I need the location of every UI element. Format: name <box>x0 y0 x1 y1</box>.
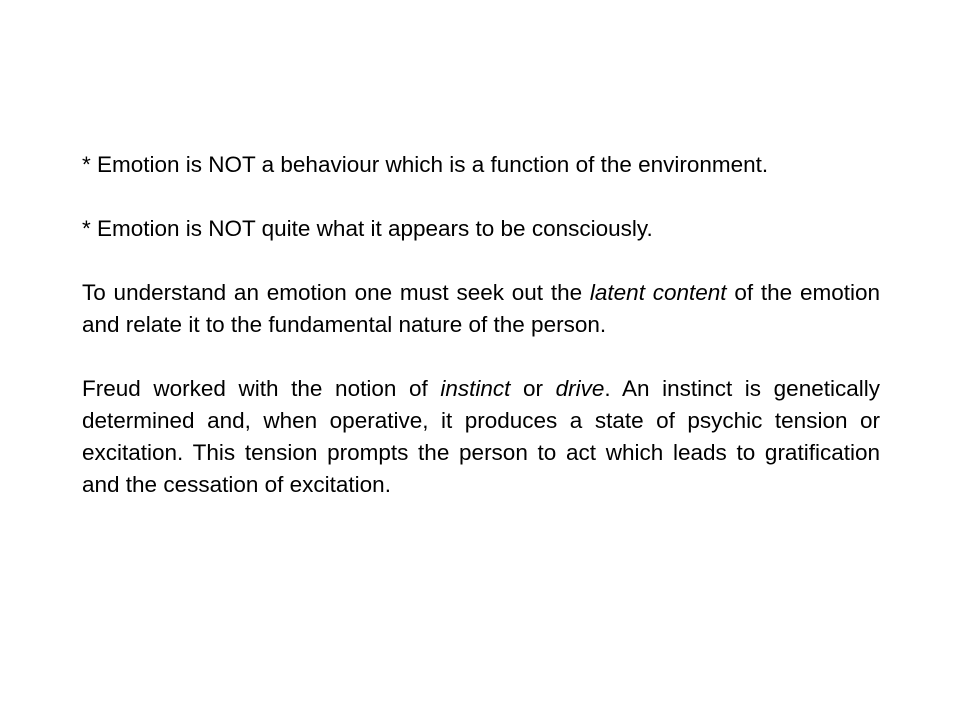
paragraph-emotion-not-conscious <box>82 213 880 245</box>
paragraph-freud-instinct <box>82 373 880 501</box>
emphasis-latent-content: latent content <box>589 280 727 305</box>
paragraph-latent-content <box>82 277 880 341</box>
paragraph-text: or <box>510 376 556 401</box>
emphasis-instinct: instinct <box>440 376 511 401</box>
paragraph-text: * Emotion is NOT a behaviour which is a function of the environment. <box>82 152 769 177</box>
paragraph-text: Freud worked with the notion of <box>82 376 441 401</box>
emphasis-drive: drive <box>555 376 605 401</box>
paragraph-text: . An instinct is genetically determined and, when operative, it produces a state of psychic tension or excitation. This tension prompts the person to act which leads to gratification and the cessation of excitation. <box>82 376 880 497</box>
paragraph-text: * Emotion is NOT quite what it appears to be consciously. <box>82 216 653 241</box>
paragraph-text: of the emotion and relate it to the fundamental nature of the person. <box>82 280 880 337</box>
slide-body <box>82 149 880 501</box>
paragraph-emotion-not-behaviour <box>82 149 880 181</box>
paragraph-text: To understand an emotion one must seek out the <box>82 280 590 305</box>
